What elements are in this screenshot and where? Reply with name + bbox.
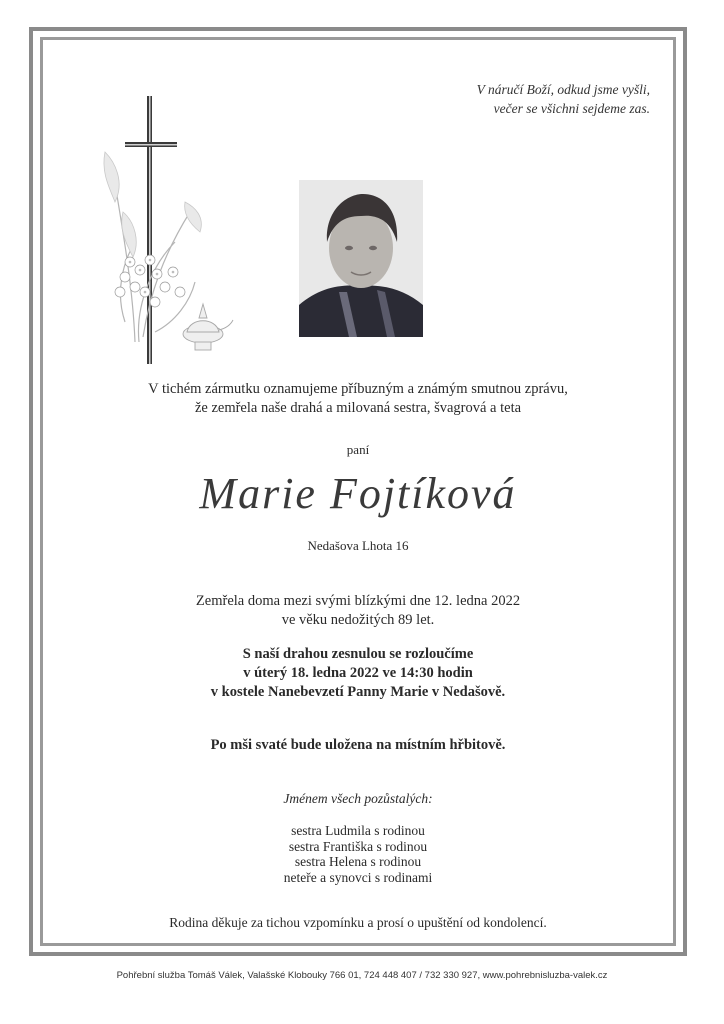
death-line-1: Zemřela doma mezi svými blízkými dne 12. ledna 2022	[195, 593, 521, 609]
farewell-line-1: S naší drahou zesnulou se rozloučíme	[242, 646, 474, 662]
announcement	[40, 380, 676, 418]
farewell-line-3: v kostele Nanebevzetí Panny Marie v Nedašově.	[210, 684, 506, 700]
farewell-info	[40, 645, 676, 702]
cross-with-lilies-icon	[95, 92, 235, 367]
farewell-line-2: v úterý 18. ledna 2022 ve 14:30 hodin	[243, 665, 473, 681]
announcement-line-2: že zemřela naše drahá a milovaná sestra, švagrová a teta	[194, 400, 522, 416]
burial-info: Po mši svaté bude uložena na místním hřbitově.	[210, 737, 506, 753]
footer-funeral-service: Pohřební služba Tomáš Válek, Valašské Klobouky 766 01, 724 448 407 / 732 330 927, www.pohrebnisluzba-valek.cz	[116, 970, 608, 981]
quote-line-2: večer se všichni sejdeme zas.	[493, 101, 650, 116]
relative-item: sestra Helena s rodinou	[294, 854, 422, 869]
address: Nedašova Lhota 16	[307, 538, 409, 553]
relative-item: neteře a synovci s rodinami	[283, 869, 433, 885]
relative-item: sestra Františka s rodinou	[288, 838, 428, 854]
death-info	[40, 592, 676, 630]
relative-item: sestra Ludmila s rodinou	[291, 823, 425, 838]
portrait-photo-icon	[299, 180, 423, 337]
quote-line-1: V náručí Boží, odkud jsme vyšli,	[476, 82, 650, 97]
thanks-note: Rodina děkuje za tichou vzpomínku a prosí o upuštění od kondolencí.	[169, 915, 547, 930]
on-behalf: Jménem všech pozůstalých:	[283, 791, 433, 806]
announcement-line-1: V tichém zármutku oznamujeme příbuzným a známým smutnou zprávu,	[148, 381, 568, 397]
relatives-list	[40, 823, 676, 885]
portrait-photo	[299, 180, 423, 337]
quote	[380, 80, 650, 118]
title-word: paní	[346, 442, 370, 457]
death-line-2: ve věku nedožitých 89 let.	[281, 612, 435, 628]
deceased-name: Marie Fojtíková	[199, 469, 517, 518]
